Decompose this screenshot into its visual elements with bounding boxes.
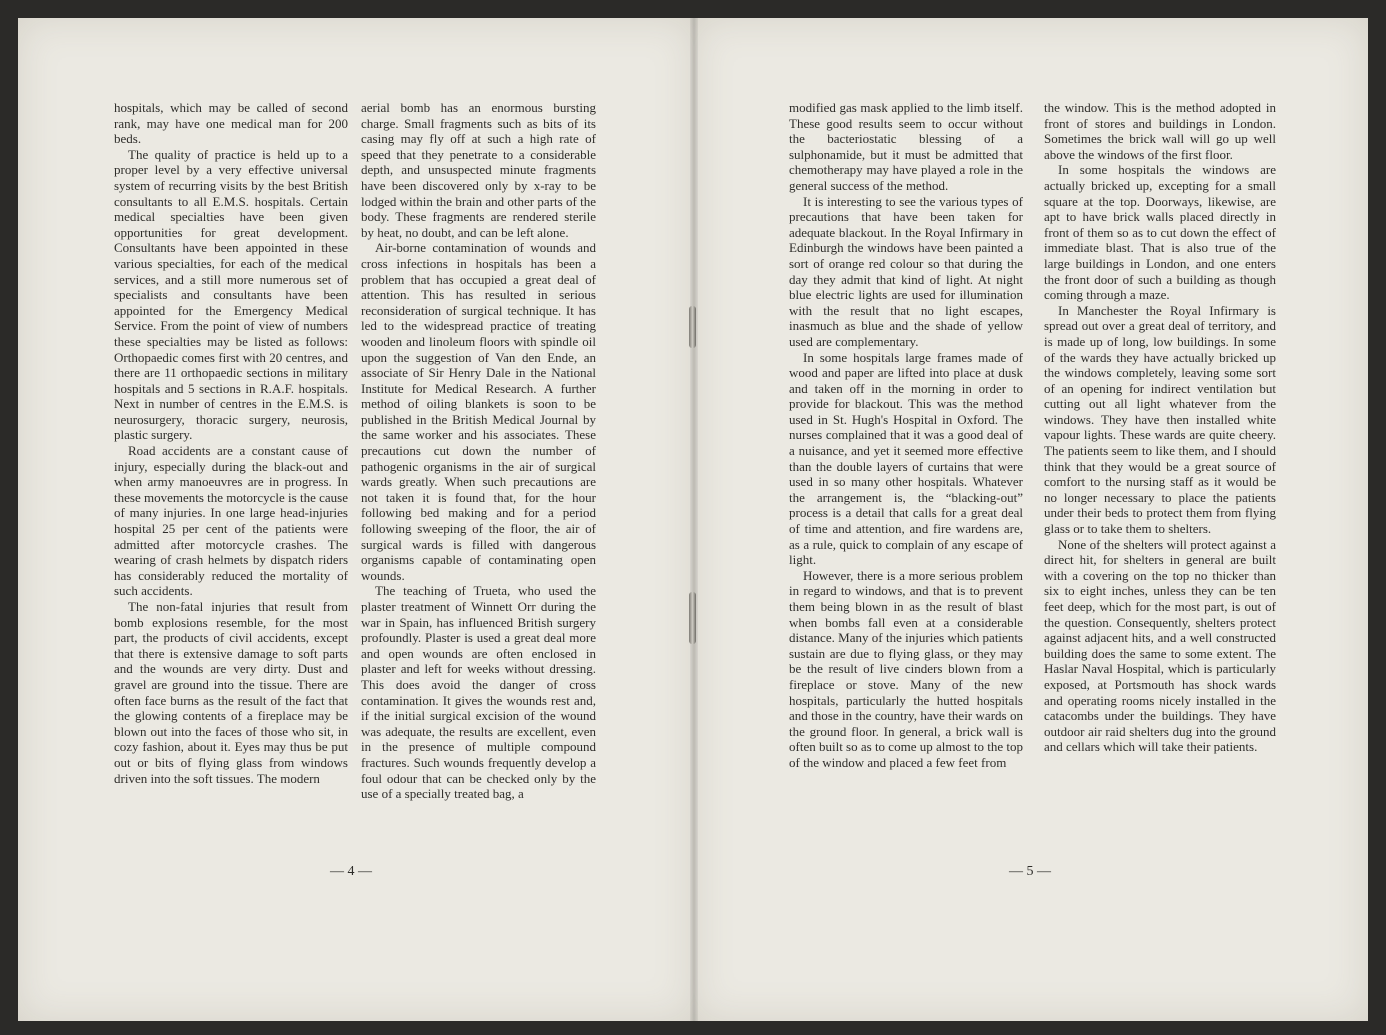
page-number-left: — 4 —: [330, 864, 372, 879]
staple-top: [689, 306, 696, 348]
column-2: [361, 100, 596, 802]
paragraph: It is interesting to see the various types of precautions that have been taken for adequate blackout. In the Royal Infirmary in Edinburgh the windows have been painted a sort of orange red colour so that during the day they admit that kind of light. At night blue electric lights are used for illumination with the result that no light escapes, inasmuch as blue and the shade of yellow used are complementary.: [789, 193, 1023, 349]
paragraph: The quality of practice is held up to a proper level by a very effective universal system of recurring visits by the best British consultants to all E.M.S. hospitals. Certain medical specialties have been given opportunities for great development. Consultants have been appointed in these various specialties, for each of the medical services, and a still more numerous set of specialists and consultants have been appointed for the Emergency Medical Service. From the point of view of numbers these specialties may be listed as follows: Orthopaedic comes first with 20 centres, and there are 11 orthopaedic sections in military hospitals and 5 sections in R.A.F. hospitals. Next in number of centres in the E.M.S. is neurosurgery, thoracic surgery, neurosis, plastic surgery.: [114, 146, 348, 443]
paragraph: None of the shelters will protect against a direct hit, for shelters in general are built with a covering on the top no thicker than six to eight inches, unless they can be ten feet deep, which for the most part, is out of the question. Consequently, shelters protect against adjacent hits, and a well constructed building does the same to some extent. The Haslar Naval Hospital, which is particularly exposed, at Portsmouth has shock wards and operating rooms nicely installed in the catacombs under the buildings. They have outdoor air raid shelters dug into the ground and cellars which will take their patients.: [1044, 536, 1276, 755]
staple-bottom: [689, 592, 696, 644]
paragraph: Air-borne contamination of wounds and cross infections in hospitals has been a problem that has occupied a great deal of attention. This has resulted in serious reconsideration of surgical technique. It has led to the widespread practice of treating wooden and linoleum floors with spindle oil upon the suggestion of Van den Ende, an associate of Sir Henry Dale in the National Institute for Medical Research. A further method of oiling blankets is soon to be published in the British Medical Journal by the same worker and his associates. These precautions cut down the number of pathogenic organisms in the air of surgical wards greatly. When such precautions are not taken it is found that, for the hour following bed making and for a period following sweeping of the floor, the air of surgical wards is filled with dangerous organisms capable of contaminating open wounds.: [361, 240, 596, 583]
paragraph: The non-fatal injuries that result from bomb explosions resemble, for the most part, the products of civil accidents, except that there is extensive damage to soft parts and the wounds are very dirty. Dust and gravel are ground into the tissue. There are often face burns as the result of the fact that the glowing contents of a fireplace may be blown out into the faces of those who sit, in cozy fashion, about it. Eyes may thus be put out or bits of flying glass from windows driven into the soft tissues. The modern: [114, 599, 348, 786]
paragraph: Road accidents are a constant cause of injury, especially during the black-out and when army manoeuvres are in progress. In these movements the motorcycle is the cause of many injuries. In one large head-injuries hospital 25 per cent of the patients were admitted after motorcycle crashes. The wearing of crash helmets by dispatch riders has considerably reduced the mortality of such accidents.: [114, 443, 348, 599]
paragraph: hospitals, which may be called of second rank, may have one medical man for 200 beds.: [114, 100, 348, 147]
paragraph: the window. This is the method adopted in front of stores and buildings in London. Sometimes the brick wall will go up well above the windows of the first floor.: [1044, 100, 1276, 162]
paragraph: However, there is a more serious problem in regard to windows, and that is to prevent them being blown in as the result of blast when bombs fall even at a considerable distance. Many of the injuries which patients sustain are due to flying glass, or they may be the result of live cinders blown from a fireplace or stove. Many of the new hospitals, particularly the hutted hospitals and those in the country, have their wards on the ground floor. In general, a brick wall is often built so as to come up almost to the top of the window and placed a few feet from: [789, 567, 1023, 770]
paragraph: The teaching of Trueta, who used the plaster treatment of Winnett Orr during the war in Spain, has influenced British surgery profoundly. Plaster is used a great deal more and open wounds are often enclosed in plaster and left for weeks without dressing. This does avoid the danger of cross contamination. It gives the wounds rest and, if the initial surgical excision of the wound was adequate, the results are excellent, even in the presence of multiple compound fractures. Such wounds frequently develop a foul odour that can be checked only by the use of a specially treated bag, a: [361, 583, 596, 802]
paragraph: In Manchester the Royal Infirmary is spread out over a great deal of territory, and is made up of long, low buildings. In some of the wards they have actually bricked up the windows completely, leaving some sort of an opening for indirect ventilation but cutting out all light whatever from the windows. They have then installed white vapour lights. These wards are quite cheery. The patients seem to like them, and I should think that they would be a great source of comfort to the nursing staff as it would be no longer necessary to place the patients under their beds to protect them from flying glass or to take them to shelters.: [1044, 302, 1276, 537]
column-1: [114, 100, 348, 786]
page-number-right: — 5 —: [1009, 864, 1051, 879]
paragraph: modified gas mask applied to the limb itself. These good results seem to occur without the bacteriostatic blessing of a sulphonamide, but it must be admitted that chemotherapy may have played a role in the general success of the method.: [789, 100, 1023, 193]
column-3: [789, 100, 1023, 771]
column-4: [1044, 100, 1276, 755]
paragraph: In some hospitals the windows are actually bricked up, excepting for a small square at the top. Doorways, likewise, are apt to have brick walls placed directly in front of them so as to cut down the effect of immediate blast. That is also true of the large buildings in London, and one enters the front door of such a building as though coming through a maze.: [1044, 162, 1276, 303]
paragraph: In some hospitals large frames made of wood and paper are lifted into place at dusk and taken off in the morning in order to provide for blackout. This was the method used in St. Hugh's Hospital in Oxford. The nurses complained that it was a good deal of a nuisance, and yet it seemed more effective than the double layers of curtains that were used in so many other hospitals. Whatever the arrangement is, the “blacking-out” process is a detail that calls for a great deal of time and attention, and fire wardens are, as a rule, quick to complain of any escape of light.: [789, 349, 1023, 568]
page-fold: [690, 18, 698, 1021]
paragraph: aerial bomb has an enormous bursting charge. Small fragments such as bits of its casing may fly off at such a high rate of speed that they penetrate to a considerable depth, and unsuspected minute fragments have been discovered only by x-ray to be lodged within the brain and other parts of the body. These fragments are rendered sterile by heat, no doubt, and can be left alone.: [361, 100, 596, 240]
